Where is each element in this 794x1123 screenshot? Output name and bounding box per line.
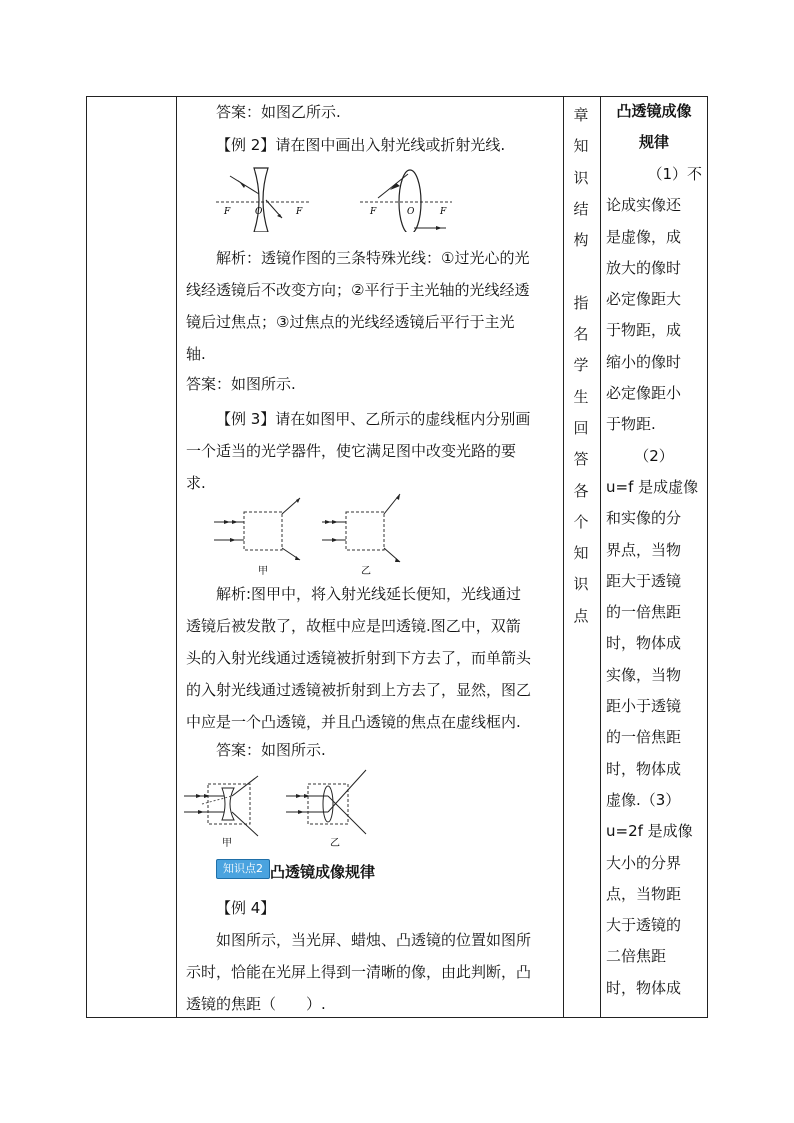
analysis-1-line: 轴. xyxy=(186,345,206,363)
vertical-char: 识 xyxy=(573,168,589,187)
analysis-2-line: 的入射光线通过透镜被折射到上方去了，显然，图乙 xyxy=(186,681,532,699)
right-body-line: 实像，当物 xyxy=(606,665,682,684)
right-title-line: 凸透镜成像 xyxy=(616,102,692,120)
analysis-1-line: 线经透镜后不改变方向；②平行于主光轴的光线经透 xyxy=(186,281,530,299)
right-title-line: 规律 xyxy=(638,133,669,152)
analysis-2 xyxy=(186,578,558,738)
right-body-line: 大小的分界 xyxy=(606,853,682,872)
example-2-label: 【例 2】 xyxy=(216,136,276,154)
answer-lens-figure xyxy=(182,766,372,850)
vertical-char: 答 xyxy=(573,450,589,469)
vertical-char: 名 xyxy=(573,325,589,344)
example-4-line: 示时，恰能在光屏上得到一清晰的像，由此判断，凸 xyxy=(186,963,532,981)
vertical-char: 各 xyxy=(573,481,589,500)
vertical-char: 点 xyxy=(573,606,589,625)
center-label: O xyxy=(255,207,263,217)
example-4-line: 如图所示，当光屏、蜡烛、凸透镜的位置如图所 xyxy=(216,931,532,949)
vertical-char: 知 xyxy=(573,137,589,156)
right-body-line: 距大于透镜 xyxy=(606,571,682,590)
right-body-line: u=f 是成虚像 xyxy=(606,477,699,496)
figure-label-jia: 甲 xyxy=(258,566,268,577)
vertical-char: 指 xyxy=(573,293,589,312)
vertical-char: 回 xyxy=(573,418,589,437)
right-body-line: 大于透镜的 xyxy=(606,916,682,935)
right-title xyxy=(604,96,704,159)
answer-2: 答案：如图所示. xyxy=(186,375,296,393)
example-3 xyxy=(186,403,556,499)
right-body-line: 缩小的像时 xyxy=(606,352,682,371)
knowledge-point-badge: 知识点2 xyxy=(216,859,270,879)
column-divider xyxy=(563,96,564,1018)
right-body-line: 点，当物距 xyxy=(606,884,682,903)
right-body-line: 距小于透镜 xyxy=(606,697,682,716)
right-body-line: 时，物体成 xyxy=(606,634,682,653)
right-body-line: 于物距，成 xyxy=(606,321,682,340)
vertical-char: 构 xyxy=(573,231,589,250)
analysis-2-line: 解析:图甲中，将入射光线延长便知，光线通过 xyxy=(216,585,522,603)
example-3-line: 【例 3】请在如图甲、乙所示的虚线框内分别画 xyxy=(216,410,531,428)
example-4 xyxy=(186,924,558,1020)
analysis-1-line: 解析：透镜作图的三条特殊光线：①过光心的光 xyxy=(216,249,530,267)
focal-label: F xyxy=(370,207,377,217)
right-body-line: 必定像距大 xyxy=(606,290,682,309)
section-title: 凸透镜成像规律 xyxy=(270,863,376,881)
example-2-text: 请在图中画出入射光线或折射光线. xyxy=(275,136,506,154)
right-body xyxy=(606,159,702,1004)
right-body-line: 虚像.（3） xyxy=(606,790,681,809)
example-4-line: 透镜的焦距（ ）. xyxy=(186,995,326,1013)
right-body-line: 时，物体成 xyxy=(606,978,682,997)
right-body-line: 于物距. xyxy=(606,415,656,434)
figure-label-yi: 乙 xyxy=(330,838,340,849)
vertical-char: 知 xyxy=(573,544,589,563)
lens-figure-1 xyxy=(214,160,454,232)
example-2 xyxy=(216,135,505,155)
dashed-box-figure xyxy=(210,490,410,580)
vertical-char: 章 xyxy=(573,106,589,124)
analysis-2-line: 透镜后被发散了，故框中应是凹透镜.图乙中，双箭 xyxy=(186,617,521,635)
figure-label-yi: 乙 xyxy=(361,566,371,577)
right-body-line: 的一倍焦距 xyxy=(606,728,682,747)
right-body-line: （1）不 xyxy=(647,165,702,183)
right-body-line: （2） xyxy=(634,446,674,465)
right-body-line: u=2f 是成像 xyxy=(606,822,693,841)
column-divider xyxy=(600,96,601,1018)
answer-1: 答案：如图乙所示. xyxy=(216,103,341,121)
analysis-1-line: 镜后过焦点；③过焦点的光线经透镜后平行于主光 xyxy=(186,313,515,331)
focal-label: F xyxy=(296,207,303,217)
right-body-line: 的一倍焦距 xyxy=(606,603,682,622)
vertical-char: 结 xyxy=(573,199,589,218)
vertical-char: 学 xyxy=(573,356,589,375)
example-3-line: 一个适当的光学器件，使它满足图中改变光路的要 xyxy=(186,442,517,460)
right-body-line: 必定像距小 xyxy=(606,384,682,403)
center-label: O xyxy=(407,207,415,217)
vertical-char: 生 xyxy=(573,387,589,406)
analysis-2-line: 头的入射光线通过透镜被折射到下方去了，而单箭头 xyxy=(186,649,532,667)
analysis-1 xyxy=(186,242,556,370)
right-body-line: 和实像的分 xyxy=(606,509,682,528)
answer-3: 答案：如图所示. xyxy=(216,741,326,759)
vertical-char: 个 xyxy=(573,512,589,531)
figure-label-jia: 甲 xyxy=(222,838,232,849)
right-body-line: 是虚像，成 xyxy=(606,227,682,246)
column-divider xyxy=(176,96,177,1018)
focal-label: F xyxy=(224,207,231,217)
right-body-line: 界点，当物 xyxy=(606,540,682,559)
example-4-label: 【例 4】 xyxy=(216,899,276,917)
right-body-line: 时，物体成 xyxy=(606,759,682,778)
focal-label: F xyxy=(440,207,447,217)
example-3-line: 求. xyxy=(186,474,206,492)
right-body-line: 论成实像还 xyxy=(606,196,682,215)
right-body-line: 放大的像时 xyxy=(606,258,682,277)
structure-column xyxy=(566,100,596,632)
vertical-char xyxy=(566,256,596,287)
vertical-char: 识 xyxy=(573,575,589,594)
analysis-2-line: 中应是一个凸透镜，并且凸透镜的焦点在虚线框内. xyxy=(186,713,521,731)
right-body-line: 二倍焦距 xyxy=(606,947,667,966)
